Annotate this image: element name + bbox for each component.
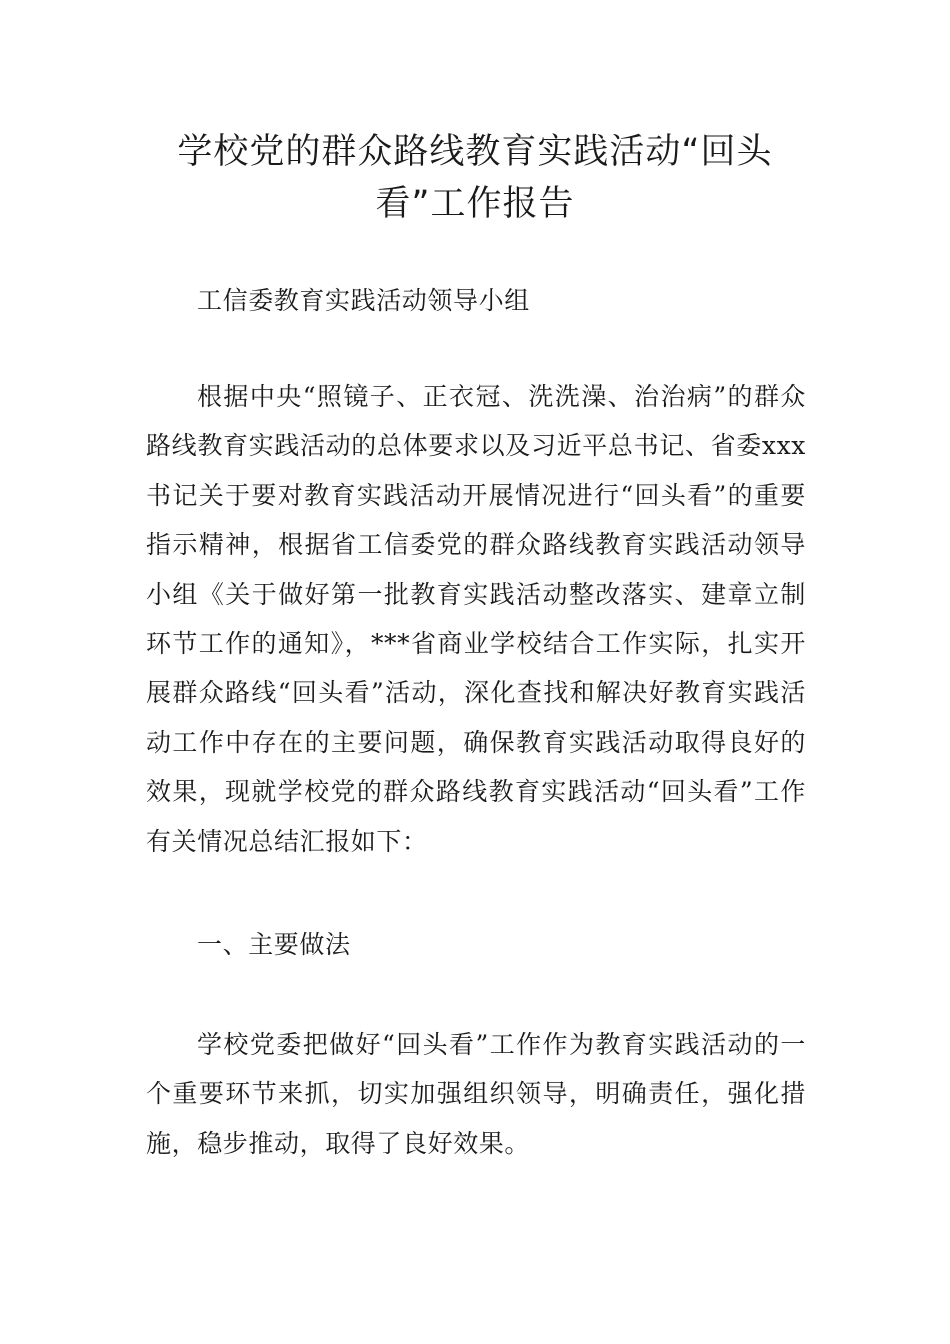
document-title [120,126,830,230]
title-line-2: 看”工作报告 [375,184,575,224]
section-heading: 一、主要做法 [197,930,351,959]
body-paragraph: 学校党委把做好“回头看”工作作为教育实践活动的一个重要环节来抓，切实加强组织领导，明确责任，强化措施，稳步推动，取得了良好效果。 [146,1030,806,1158]
title-line-1: 学校党的群众路线教育实践活动“回头 [177,132,773,172]
intro-paragraph: 根据中央“照镜子、正衣冠、洗洗澡、治治病”的群众路线教育实践活动的总体要求以及习近平总书记、省委xxx书记关于要对教育实践活动开展情况进行“回头看”的重要指示精神，根据省工信委党的群众路线教育实践活动领导小组《关于做好第一批教育实践活动整改落实、建章立制环节工作的通知》，***省商业学校结合工作实际，扎实开展群众路线“回头看”活动，深化查找和解决好教育实践活动工作中存在的主要问题，确保教育实践活动取得良好的效果，现就学校党的群众路线教育实践活动“回头看”工作有关情况总结汇报如下： [146,382,806,856]
issuer-line: 工信委教育实践活动领导小组 [197,286,530,315]
